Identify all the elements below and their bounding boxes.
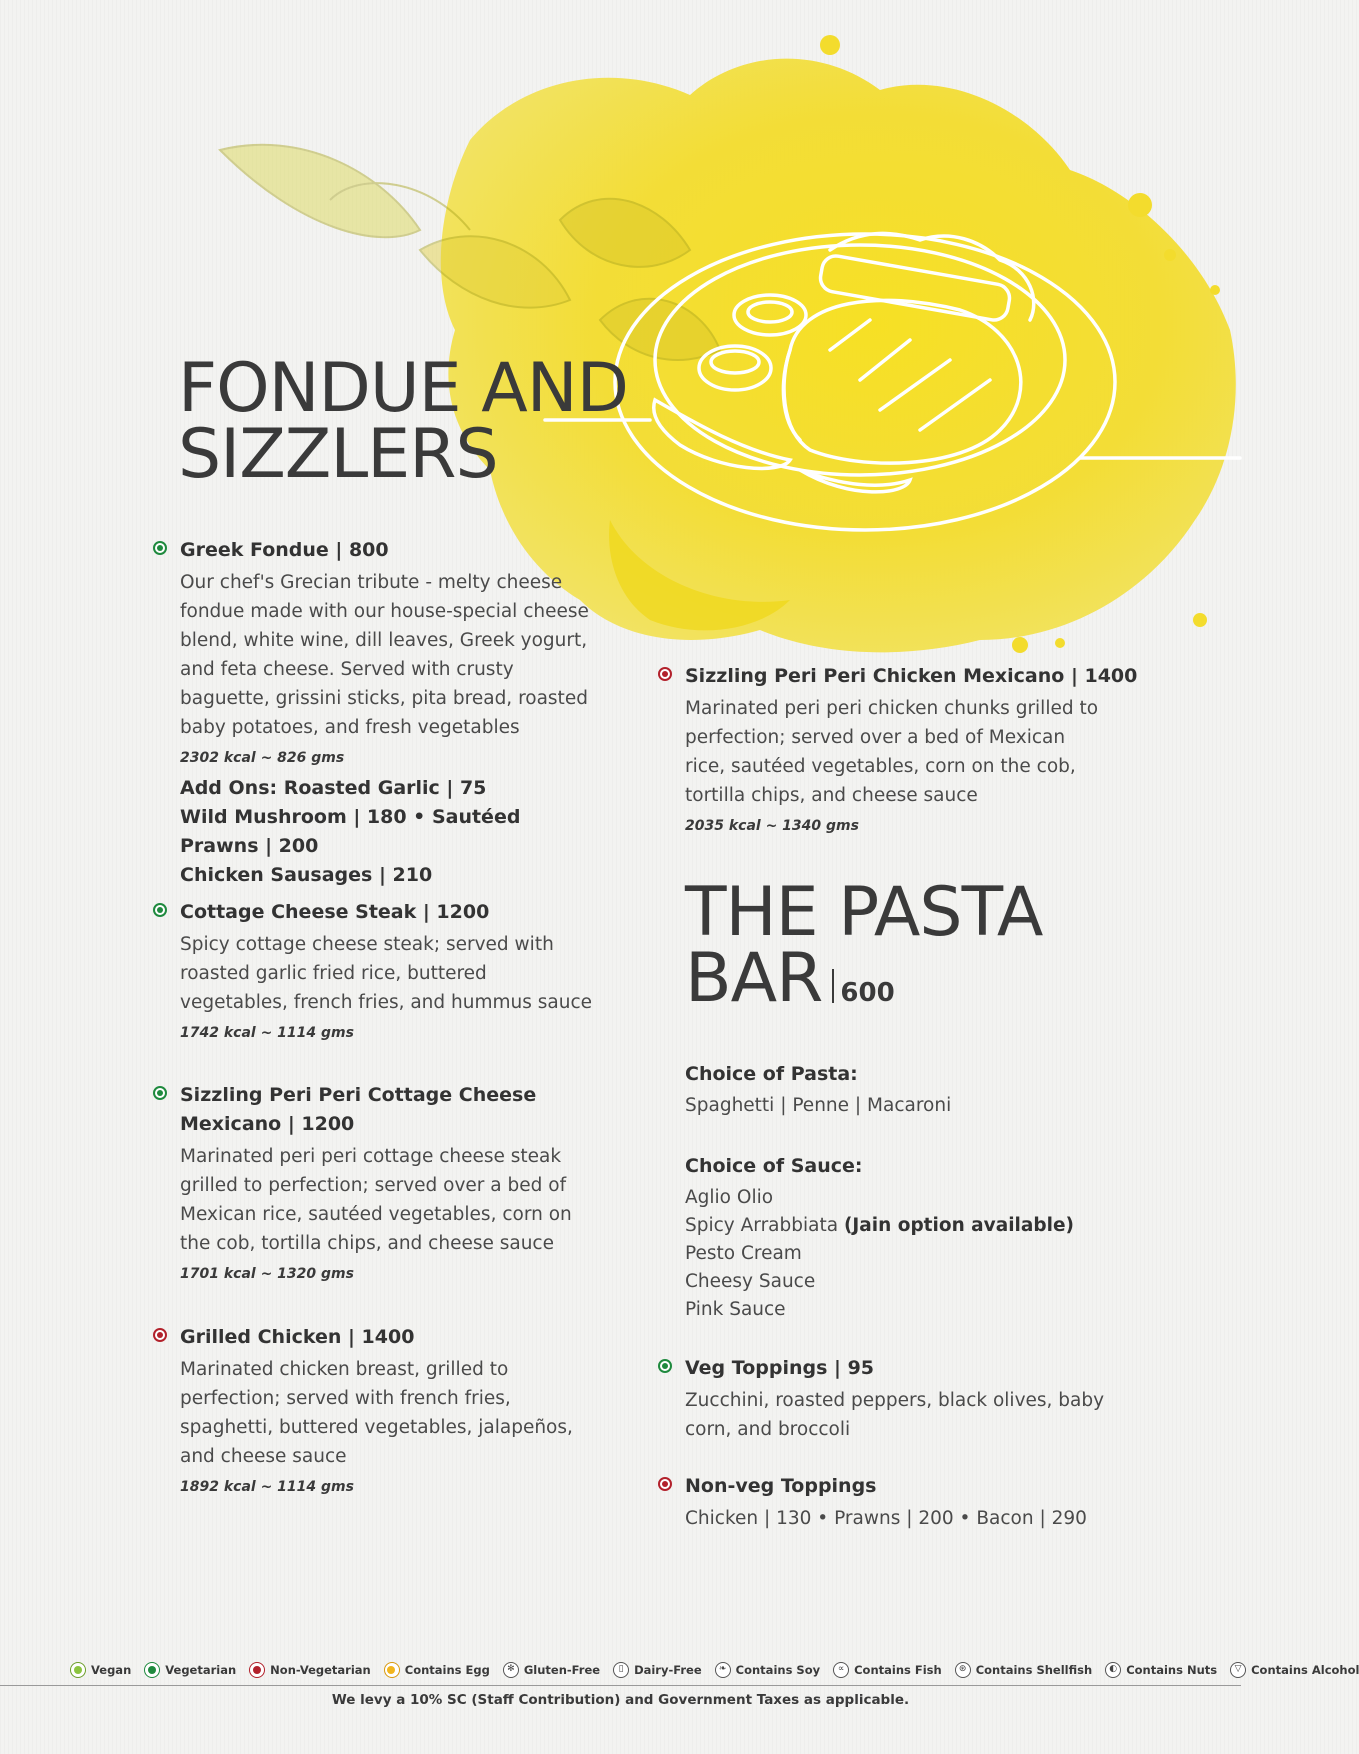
menu-item-name: [180, 536, 600, 565]
sauce-name: Spicy Arrabbiata: [685, 1215, 839, 1236]
menu-item-nonveg-toppings: [685, 1472, 1105, 1533]
legend-item: [955, 1662, 1092, 1678]
legend-label: Vegan: [91, 1663, 132, 1677]
sauce-option: Cheesy Sauce: [685, 1271, 816, 1292]
title-line: FONDUE AND: [178, 349, 628, 428]
legend-label: Contains Egg: [404, 1663, 490, 1677]
menu-item-description: Our chef's Grecian tribute - melty cheese fondue made with our house-special cheese blend, white wine, dill leaves, Greek yogurt, and feta cheese. Served with crusty baguette, grissini sticks, pita bread, roasted baby potatoes, and fresh vegetables: [180, 572, 589, 738]
title-line: THE PASTA: [685, 873, 1043, 952]
sauce-option: Pink Sauce: [685, 1299, 786, 1320]
fish-icon: ∝: [833, 1662, 849, 1678]
addon-line: Chicken Sausages | 210: [180, 864, 433, 886]
title-line: SIZZLERS: [178, 415, 498, 494]
item-name-text: Sizzling Peri Peri Cottage Cheese: [180, 1084, 537, 1106]
tax-note: We levy a 10% SC (Staff Contribution) and Government Taxes as applicable.: [331, 1692, 910, 1708]
pasta-bar-price: 600: [840, 978, 895, 1008]
menu-item-description: Chicken | 130 • Prawns | 200 • Bacon | 290: [685, 1508, 1087, 1529]
menu-item-name: [180, 898, 600, 927]
vegetarian-icon: [153, 903, 167, 917]
legend-divider: [0, 1685, 1241, 1686]
menu-item-description: Marinated chicken breast, grilled to perfection; served with french fries, spaghetti, buttered vegetables, jalapeños, and cheese sauce: [180, 1359, 573, 1467]
vegetarian-icon: [144, 1662, 160, 1678]
choice-of-pasta-options: Spaghetti | Penne | Macaroni: [685, 1095, 952, 1116]
item-name-text: Non-veg Toppings: [685, 1475, 877, 1497]
item-name-text: Sizzling Peri Peri Chicken Mexicano | 1400: [685, 665, 1138, 687]
sauce-option: Pesto Cream: [685, 1243, 802, 1264]
title-word: BAR: [685, 939, 823, 1018]
wheat-icon: ✻: [503, 1662, 519, 1678]
legend-label: Contains Soy: [735, 1663, 821, 1677]
vegetarian-icon: [153, 1086, 167, 1100]
choice-of-sauce-heading: Choice of Sauce:: [685, 1155, 863, 1177]
menu-item-name: [180, 1323, 600, 1352]
dietary-legend: [70, 1660, 1359, 1680]
sauce-list: [685, 1184, 1125, 1324]
jain-note: (Jain option available): [843, 1215, 1074, 1236]
menu-item-description: Zucchini, roasted peppers, black olives, baby corn, and broccoli: [685, 1390, 1105, 1440]
legend-item: [503, 1662, 600, 1678]
menu-item-description: Spicy cottage cheese steak; served with roasted garlic fried rice, buttered vegetables, french fries, and hummus sauce: [180, 934, 593, 1013]
legend-label: Non-Vegetarian: [270, 1663, 371, 1677]
legend-item: [715, 1662, 820, 1678]
menu-item-greek-fondue: [180, 536, 600, 890]
item-name-text: Cottage Cheese Steak | 1200: [180, 901, 490, 923]
non-vegetarian-icon: [658, 667, 672, 681]
glass-icon: ▽: [1230, 1662, 1246, 1678]
menu-item-name: [685, 1472, 1105, 1501]
non-vegetarian-icon: [153, 1328, 167, 1342]
nut-icon: ◐: [1105, 1662, 1121, 1678]
legend-item: [384, 1662, 490, 1678]
menu-item-kcal: 1892 kcal ~ 1114 gms: [180, 1479, 354, 1495]
vegetarian-icon: [153, 541, 167, 555]
legend-item: [249, 1662, 371, 1678]
menu-item-grilled-chicken: [180, 1323, 600, 1497]
title-line: [685, 939, 1042, 1026]
legend-item: [1105, 1662, 1217, 1678]
milk-icon: ▯: [613, 1662, 629, 1678]
item-name-text: Veg Toppings | 95: [685, 1357, 875, 1379]
legend-label: Contains Nuts: [1126, 1663, 1218, 1677]
item-name-text: Grilled Chicken | 1400: [180, 1326, 415, 1348]
menu-item-name: [180, 1081, 600, 1139]
sauce-option: [685, 1212, 1125, 1240]
legend-label: Contains Shellfish: [975, 1663, 1093, 1677]
menu-item-sizzling-chicken-mexicano: [685, 662, 1138, 836]
menu-item-veg-toppings: [685, 1354, 1105, 1444]
menu-item-sizzling-cottage-cheese-mexicano: [180, 1081, 600, 1284]
legend-item: [833, 1662, 942, 1678]
menu-item-name: [685, 662, 1138, 691]
shellfish-icon: ⊛: [955, 1662, 971, 1678]
legend-label: Contains Fish: [854, 1663, 942, 1677]
item-name-text: Mexicano | 1200: [180, 1113, 355, 1135]
menu-item-kcal: 1701 kcal ~ 1320 gms: [180, 1266, 354, 1282]
menu-item-description: Marinated peri peri cottage cheese steak grilled to perfection; served over a bed of Mexican rice, sautéed vegetables, corn on the cob, tortilla chips, and cheese sauce: [180, 1146, 572, 1254]
legend-label: Gluten-Free: [523, 1663, 601, 1677]
egg-icon: [384, 1662, 400, 1678]
menu-item-name: [685, 1354, 1105, 1383]
non-vegetarian-icon: [658, 1477, 672, 1491]
choice-of-pasta-heading: Choice of Pasta:: [685, 1063, 858, 1085]
sauce-option: Aglio Olio: [685, 1187, 774, 1208]
soy-icon: ❧: [715, 1662, 731, 1678]
vegan-icon: [70, 1662, 86, 1678]
section-title-fondue-sizzlers: [178, 349, 628, 494]
menu-item-cottage-cheese-steak: [180, 898, 600, 1043]
addon-line: Add Ons: Roasted Garlic | 75: [180, 777, 487, 799]
menu-item-kcal: 1742 kcal ~ 1114 gms: [180, 1025, 354, 1041]
addon-line: Wild Mushroom | 180 • Sautéed Prawns | 200: [180, 806, 521, 857]
legend-item: [70, 1662, 131, 1678]
legend-label: Dairy-Free: [634, 1663, 702, 1677]
sauce-choice-section: [685, 1152, 1125, 1324]
legend-label: Vegetarian: [165, 1663, 237, 1677]
section-title-pasta-bar: [685, 873, 1043, 1026]
menu-item-kcal: 2035 kcal ~ 1340 gms: [685, 818, 859, 834]
vegetarian-icon: [658, 1359, 672, 1373]
non-vegetarian-icon: [249, 1662, 265, 1678]
menu-item-description: Marinated peri peri chicken chunks grilled to perfection; served over a bed of Mexican rice, sautéed vegetables, corn on the cob, tortilla chips, and cheese sauce: [685, 698, 1099, 806]
legend-item: [613, 1662, 702, 1678]
menu-item-addons: [180, 774, 600, 890]
divider: [832, 969, 834, 1003]
pasta-choice-section: [685, 1060, 1105, 1120]
item-name-text: Greek Fondue | 800: [180, 539, 389, 561]
legend-item: [1230, 1662, 1359, 1678]
legend-label: Contains Alcohol: [1251, 1663, 1359, 1677]
legend-item: [144, 1662, 236, 1678]
menu-item-kcal: 2302 kcal ~ 826 gms: [180, 750, 345, 766]
